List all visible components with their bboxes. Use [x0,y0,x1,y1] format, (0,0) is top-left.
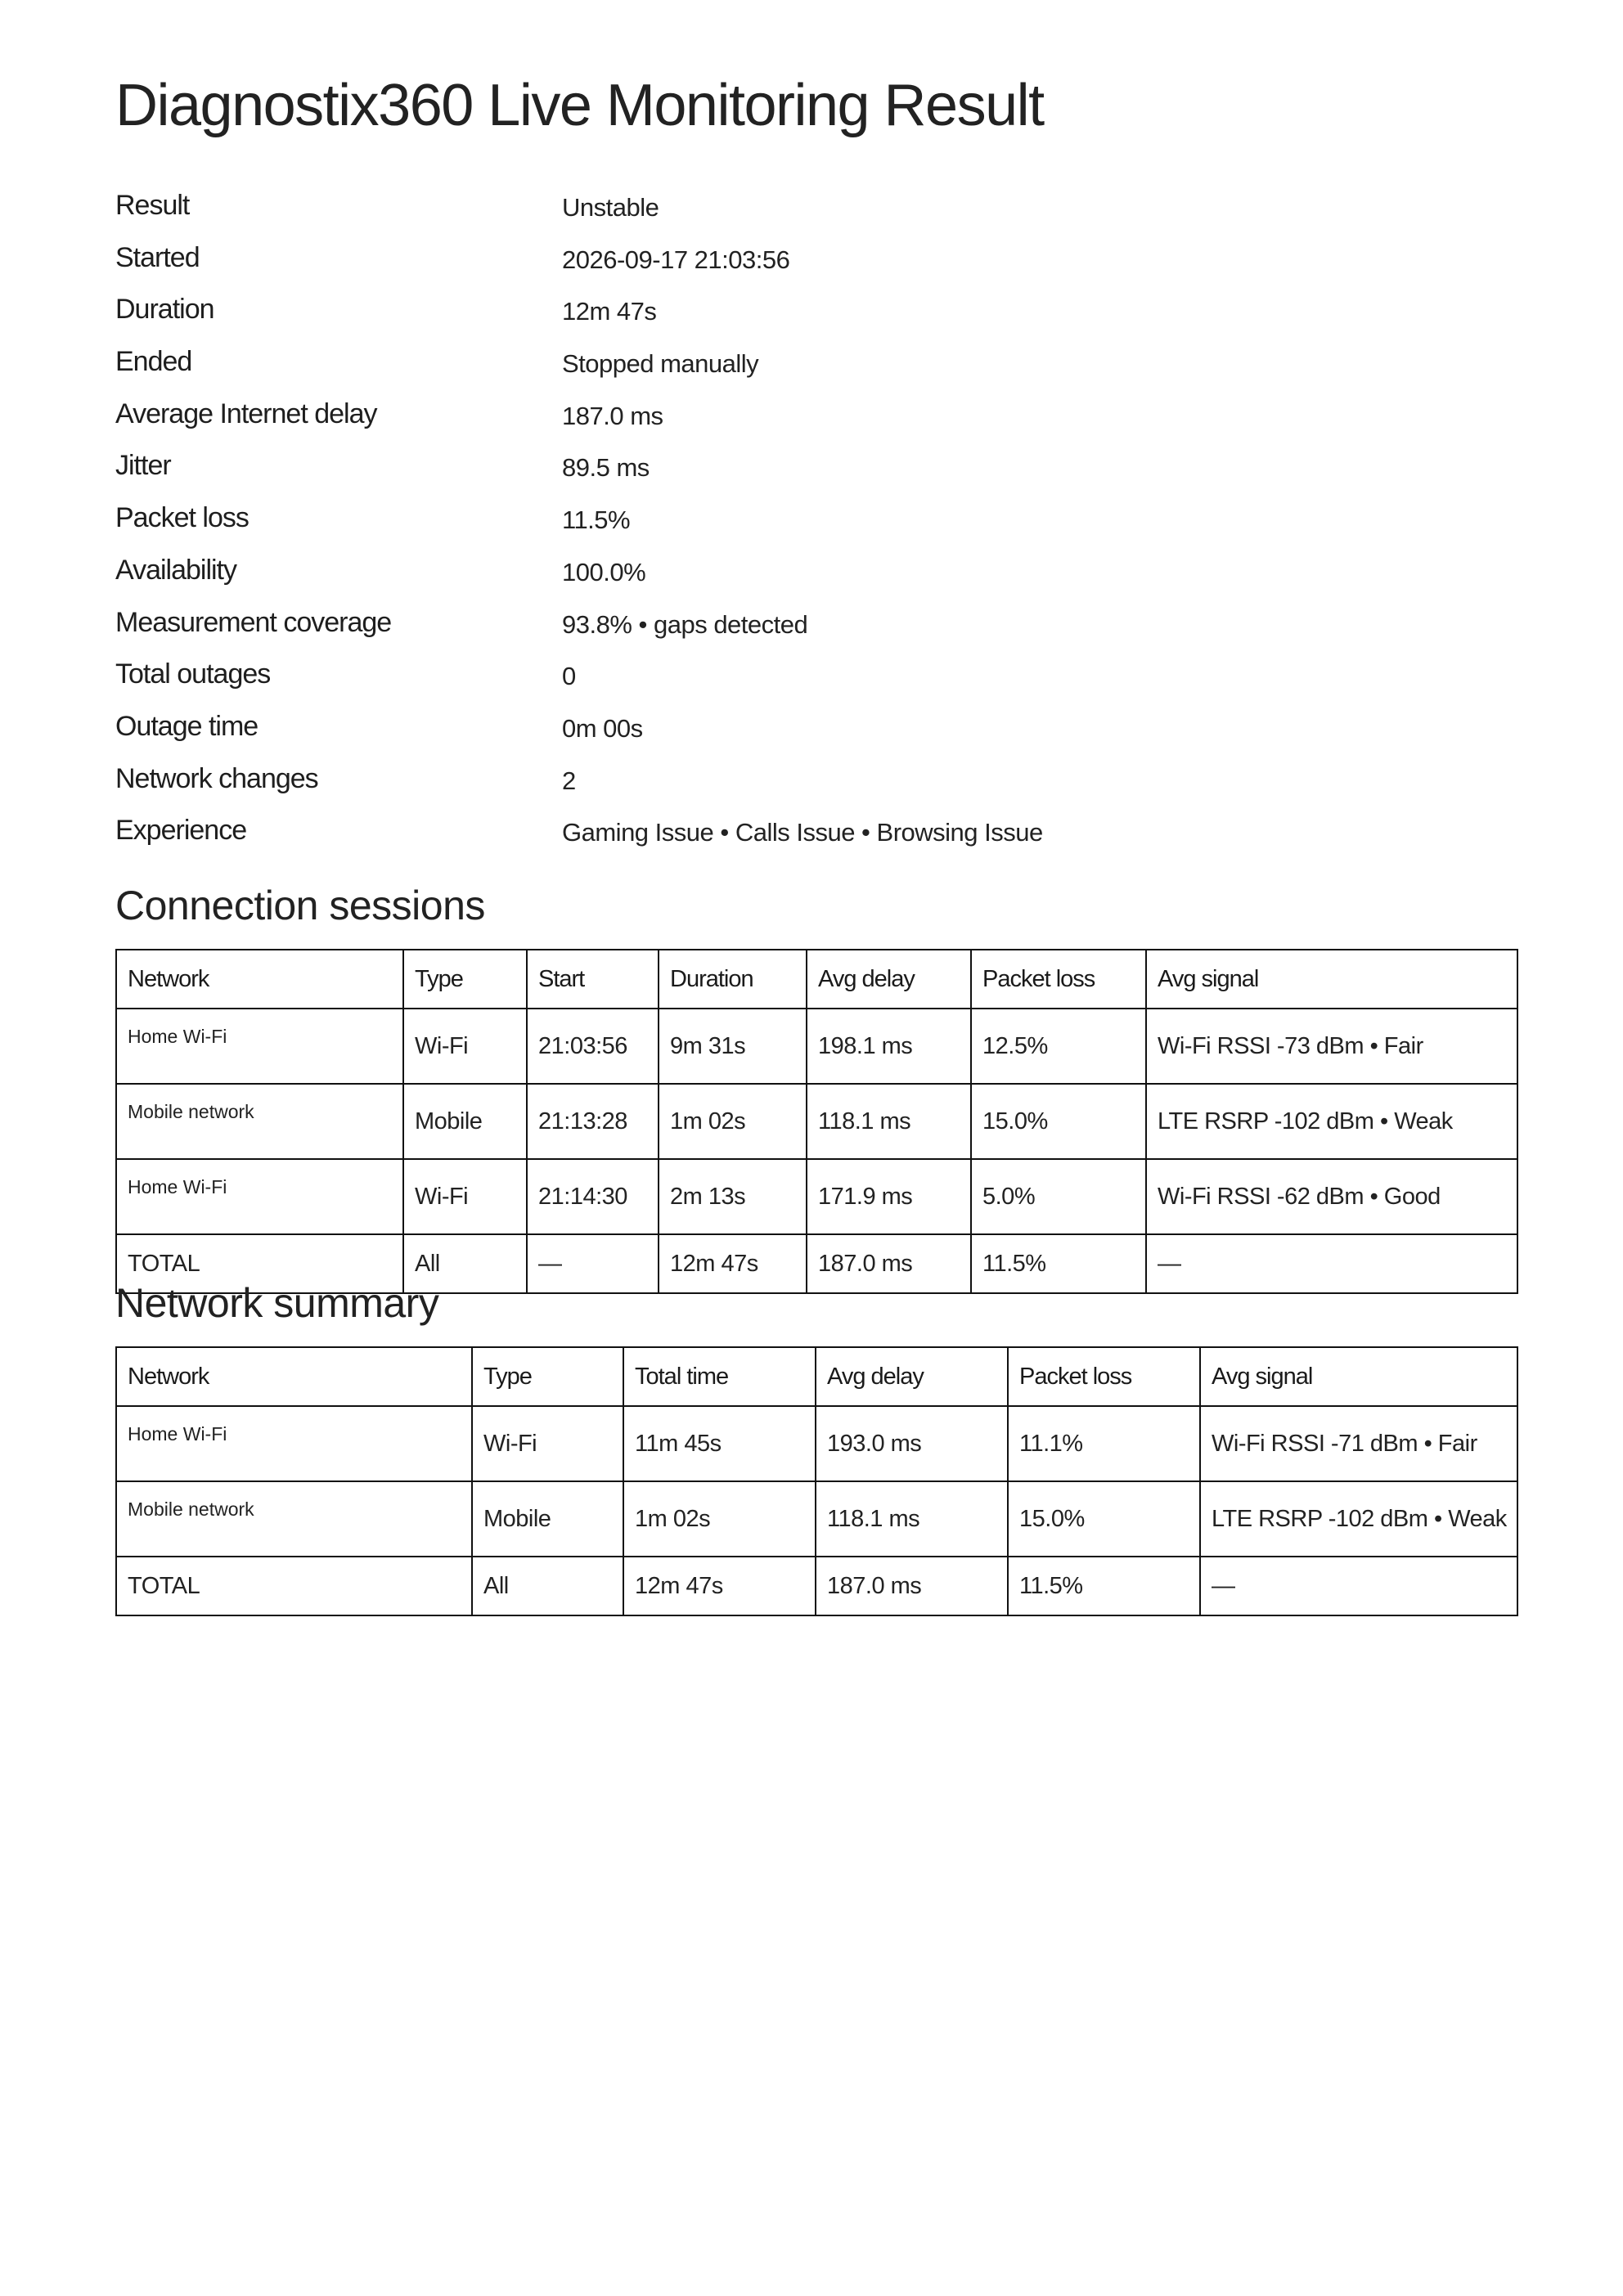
table-cell: Mobile [472,1481,623,1557]
table-cell: 12m 47s [623,1557,816,1615]
table-cell: 171.9 ms [807,1159,971,1234]
summary-row-result [115,190,1517,242]
table-cell: 15.0% [971,1084,1146,1159]
summary-label: Duration [115,294,214,326]
summary-row-started [115,242,1517,294]
network-summary-table [115,1346,1518,1616]
table-cell: Wi-Fi [403,1009,527,1084]
table-cell: Mobile network [116,1481,472,1557]
summary-value: 93.8% • gaps detected [562,609,808,639]
table-cell: 11.1% [1008,1406,1200,1481]
table-cell: 21:13:28 [527,1084,659,1159]
table-cell: Wi-Fi RSSI -73 dBm • Fair [1146,1009,1517,1084]
table-cell: Wi-Fi RSSI -62 dBm • Good [1146,1159,1517,1234]
summary-label: Availability [115,554,237,586]
table-row [116,1481,1517,1557]
table-header-row [116,950,1517,1009]
summary-label: Average Internet delay [115,398,377,429]
table-cell: Wi-Fi [403,1159,527,1234]
network-summary-heading: Network summary [115,1280,439,1326]
table-cell: Wi-Fi RSSI -71 dBm • Fair [1200,1406,1517,1481]
table-cell: Mobile [403,1084,527,1159]
summary-row-ended [115,346,1517,398]
summary-value: 12m 47s [562,297,657,326]
column-header: Avg signal [1146,950,1517,1009]
table-cell: 11.5% [1008,1557,1200,1615]
connection-sessions-heading: Connection sessions [115,883,485,928]
column-header: Packet loss [971,950,1146,1009]
summary-value: Unstable [562,193,659,222]
table-cell: 198.1 ms [807,1009,971,1084]
summary-value: 187.0 ms [562,401,663,430]
summary-row-jitter [115,450,1517,502]
summary-row-outage-time [115,711,1517,763]
summary-value: 2 [562,766,576,795]
summary-label: Network changes [115,762,318,794]
table-cell: TOTAL [116,1234,403,1293]
table-row [116,1009,1517,1084]
table-cell: 1m 02s [623,1481,816,1557]
column-header: Type [403,950,527,1009]
summary-value: 89.5 ms [562,453,650,483]
table-row [116,1084,1517,1159]
summary-row-average-delay [115,398,1517,451]
table-cell: 193.0 ms [816,1406,1008,1481]
summary-label: Total outages [115,658,271,690]
table-cell: 118.1 ms [816,1481,1008,1557]
summary-label: Experience [115,815,247,847]
column-header: Start [527,950,659,1009]
summary-label: Packet loss [115,502,249,534]
column-header: Network [116,1347,472,1406]
summary-row-network-changes [115,763,1517,816]
summary-value: 100.0% [562,557,646,586]
summary-label: Jitter [115,450,171,482]
summary-label: Result [115,190,190,221]
column-header: Packet loss [1008,1347,1200,1406]
summary-list [115,190,1517,867]
table-cell: 21:14:30 [527,1159,659,1234]
table-cell: 11.5% [971,1234,1146,1293]
table-cell: 11m 45s [623,1406,816,1481]
table-cell: 21:03:56 [527,1009,659,1084]
table-cell: Wi-Fi [472,1406,623,1481]
summary-row-availability [115,555,1517,607]
table-cell: 2m 13s [659,1159,807,1234]
table-row [116,1159,1517,1234]
table-cell: 12m 47s [659,1234,807,1293]
summary-value: Gaming Issue • Calls Issue • Browsing Issue [562,818,1043,847]
summary-label: Started [115,241,200,273]
table-total-row [116,1557,1517,1615]
table-cell: 12.5% [971,1009,1146,1084]
summary-row-experience [115,815,1517,867]
summary-row-total-outages [115,658,1517,711]
summary-value: 0m 00s [562,713,643,743]
summary-label: Ended [115,346,192,378]
table-cell: Mobile network [116,1084,403,1159]
table-cell: 1m 02s [659,1084,807,1159]
column-header: Avg signal [1200,1347,1517,1406]
table-cell: Home Wi-Fi [116,1406,472,1481]
table-cell: 118.1 ms [807,1084,971,1159]
table-cell: 5.0% [971,1159,1146,1234]
report-title: Diagnostix360 Live Monitoring Result [115,73,1044,138]
table-cell: 187.0 ms [807,1234,971,1293]
table-cell: 9m 31s [659,1009,807,1084]
table-cell: — [1200,1557,1517,1615]
summary-label: Outage time [115,710,259,742]
table-cell: 187.0 ms [816,1557,1008,1615]
table-cell: All [403,1234,527,1293]
summary-value: 11.5% [562,505,631,535]
column-header: Avg delay [807,950,971,1009]
table-cell: All [472,1557,623,1615]
column-header: Duration [659,950,807,1009]
table-cell: — [1146,1234,1517,1293]
summary-value: 2026-09-17 21:03:56 [562,245,790,274]
summary-value: 0 [562,662,576,691]
summary-row-coverage [115,607,1517,659]
column-header: Total time [623,1347,816,1406]
table-cell: LTE RSRP -102 dBm • Weak [1146,1084,1517,1159]
table-header-row [116,1347,1517,1406]
column-header: Network [116,950,403,1009]
column-header: Avg delay [816,1347,1008,1406]
table-cell: Home Wi-Fi [116,1159,403,1234]
summary-value: Stopped manually [562,349,759,379]
table-cell: Home Wi-Fi [116,1009,403,1084]
table-cell: — [527,1234,659,1293]
summary-row-duration [115,294,1517,346]
table-cell: LTE RSRP -102 dBm • Weak [1200,1481,1517,1557]
table-cell: TOTAL [116,1557,472,1615]
summary-label: Measurement coverage [115,606,392,638]
connection-sessions-table [115,949,1518,1294]
table-cell: 15.0% [1008,1481,1200,1557]
summary-row-packet-loss [115,502,1517,555]
column-header: Type [472,1347,623,1406]
table-row [116,1406,1517,1481]
